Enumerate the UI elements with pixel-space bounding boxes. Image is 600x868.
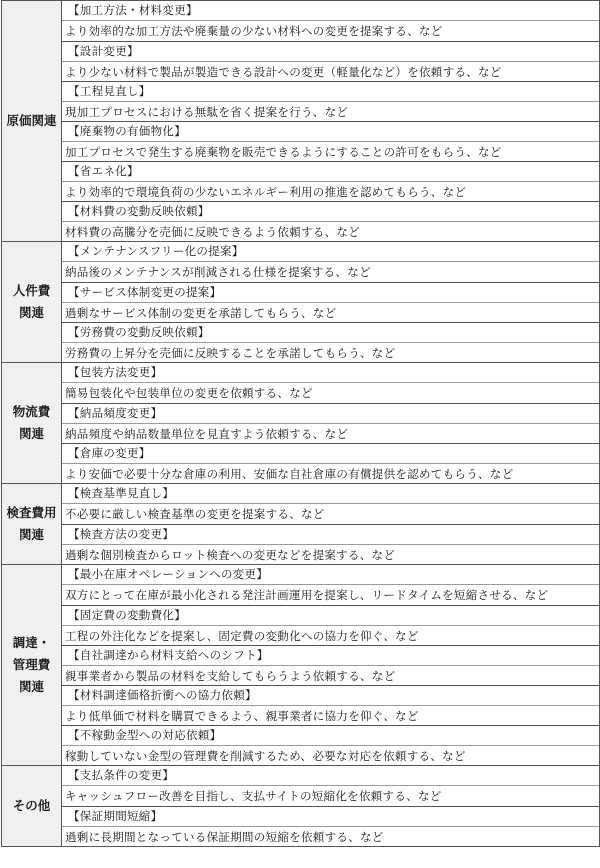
measure-description: 過剰に長期間となっている保証期間の短縮を依頼する、など (65, 830, 384, 844)
measure-entry (62, 806, 599, 846)
category-label: 調達・ (12, 635, 51, 650)
measure-item (62, 565, 600, 606)
table-row (2, 685, 600, 725)
measure-description: より少ない材料で製品が製造できる設計への変更（軽量化など）を依頼する、など (65, 65, 502, 79)
measure-title: 【包装方法変更】 (62, 363, 599, 383)
measure-title: 【最小在庫オペレーションへの変更】 (62, 565, 599, 585)
measure-entry (62, 484, 599, 524)
table-row (2, 1, 600, 42)
measure-title: 【設計変更】 (62, 42, 599, 62)
measure-title: 【廃棄物の有価物化】 (62, 122, 599, 142)
measure-title: 【工程見直し】 (62, 82, 599, 102)
measure-description: 簡易包装化や包装単位の変更を依頼する、など (65, 386, 313, 400)
measure-title: 【自社調達から材料支給へのシフト】 (62, 646, 599, 666)
category-label: 検査費用 (6, 505, 57, 520)
measure-item (62, 524, 600, 565)
measure-entry (62, 242, 599, 282)
category-label: 管理費 (12, 657, 51, 672)
measure-item (62, 484, 600, 525)
category-logistics (2, 363, 62, 484)
measure-title: 【固定費の変動費化】 (62, 606, 599, 626)
measure-entry (62, 605, 599, 645)
table-row (2, 41, 600, 81)
table-row (2, 403, 600, 443)
table-row (2, 201, 600, 242)
measure-entry (62, 1, 599, 41)
measure-title: 【加工方法・材料変更】 (62, 1, 599, 21)
category-other (2, 766, 62, 847)
measure-entry (62, 81, 599, 121)
measure-title: 【検査方法の変更】 (62, 525, 599, 545)
measure-entry (62, 725, 599, 765)
category-procurement (2, 565, 62, 766)
measure-item (62, 685, 600, 725)
measure-title: 【労務費の変動反映依頼】 (62, 323, 599, 343)
table-row (2, 645, 600, 685)
measure-item (62, 725, 600, 766)
measure-entry (62, 766, 599, 806)
measure-title: 【支払条件の変更】 (62, 766, 599, 786)
measure-title: 【材料調達価格折衝への協力依頼】 (62, 686, 599, 706)
measure-entry (62, 41, 599, 81)
category-label: その他 (12, 798, 51, 813)
table-row (2, 363, 600, 404)
measure-description: 材料費の高騰分を売価に反映できるよう依頼する、など (65, 225, 360, 239)
measure-description: 過剰なサービス体制の変更を承諾してもらう、など (65, 306, 337, 320)
measure-description: 納品後のメンテナンスが削減される仕様を提案する、など (65, 265, 371, 279)
table-row (2, 524, 600, 565)
measure-entry (62, 645, 599, 685)
measure-description: 双方にとって在庫が最小化される発注計画運用を提案し、リードタイムを短縮させる、など (65, 588, 549, 602)
measure-entry (62, 685, 599, 725)
measure-title: 【倉庫の変更】 (62, 444, 599, 464)
measure-item (62, 121, 600, 161)
measure-item (62, 1, 600, 42)
measure-description: 稼動していない金型の管理費を削減するため、必要な対応を依頼する、など (65, 749, 466, 763)
category-label: 関連 (18, 305, 44, 320)
measure-title: 【保証期間短縮】 (62, 807, 599, 827)
measure-description: 加工プロセスで発生する廃棄物を販売できるようにすることの許可をもらう、など (65, 145, 502, 159)
table-row (2, 322, 600, 363)
measure-entry (62, 161, 599, 201)
measure-description: 工程の外注化などを提案し、固定費の変動化への協力を仰ぐ、など (65, 629, 419, 643)
measure-item (62, 443, 600, 484)
measure-description: より低単価で材料を購買できるよう、親事業者に協力を仰ぐ、など (65, 709, 419, 723)
table-row (2, 725, 600, 766)
measure-item (62, 242, 600, 283)
table-row (2, 806, 600, 847)
category-labor (2, 242, 62, 363)
measure-description: より安価で必要十分な倉庫の利用、安価な自社倉庫の有償提供を認めてもらう、など (65, 467, 514, 481)
measure-description: 納品頻度や納品数量単位を見直すよう依頼する、など (65, 427, 349, 441)
measure-description: 過剰な個別検査からロット検査への変更などを提案する、など (65, 548, 396, 562)
measure-item (62, 645, 600, 685)
measure-entry (62, 201, 599, 241)
measure-item (62, 766, 600, 807)
table-row (2, 443, 600, 484)
measure-title: 【サービス体制変更の提案】 (62, 283, 599, 303)
measure-title: 【省エネ化】 (62, 162, 599, 182)
measure-item (62, 322, 600, 363)
measure-title: 【検査基準見直し】 (62, 484, 599, 504)
table-row (2, 484, 600, 525)
table-body (2, 1, 600, 847)
table-row (2, 766, 600, 807)
table-row (2, 81, 600, 121)
table-row (2, 565, 600, 606)
measure-description: より効率的な加工方法や廃棄量の少ない材料への変更を提案する、など (65, 24, 443, 38)
measure-description: より効率的で環境負荷の少ないエネルギー利用の推進を認めてもらう、など (65, 185, 467, 199)
category-label: 関連 (18, 679, 44, 694)
category-inspection (2, 484, 62, 565)
measure-description: 労務費の上昇分を売価に反映することを承諾してもらう、など (65, 346, 396, 360)
category-label: 物流費 (12, 404, 51, 419)
table-row (2, 242, 600, 283)
measure-description: キャッシュフロー改善を目指し、支払サイトの短縮化を依頼する、など (65, 789, 442, 803)
measure-item (62, 363, 600, 404)
measure-entry (62, 565, 599, 605)
measure-item (62, 403, 600, 443)
table-row (2, 121, 600, 161)
measure-item (62, 41, 600, 81)
table-row (2, 161, 600, 201)
measure-title: 【材料費の変動反映依頼】 (62, 202, 599, 222)
table-row (2, 605, 600, 645)
category-cost (2, 1, 62, 242)
measure-item (62, 282, 600, 322)
measure-entry (62, 322, 599, 362)
measure-item (62, 605, 600, 645)
measure-description: 不必要に厳しい検査基準の変更を提案する、など (65, 507, 325, 521)
cost-reduction-table (1, 0, 600, 847)
measure-entry (62, 403, 599, 443)
measure-entry (62, 121, 599, 161)
measure-item (62, 806, 600, 847)
measure-item (62, 161, 600, 201)
measure-entry (62, 363, 599, 403)
category-label: 人件費 (12, 283, 51, 298)
category-label: 原価関連 (6, 113, 57, 128)
measure-title: 【メンテナンスフリー化の提案】 (62, 242, 599, 262)
category-label: 関連 (18, 527, 44, 542)
measure-description: 現加工プロセスにおける無駄を省く提案を行う、など (65, 105, 349, 119)
category-label: 関連 (18, 426, 44, 441)
measure-title: 【納品頻度変更】 (62, 404, 599, 424)
measure-entry (62, 443, 599, 483)
measure-title: 【不稼動金型への対応依頼】 (62, 726, 599, 746)
measure-item (62, 81, 600, 121)
table-row (2, 282, 600, 322)
measure-description: 親事業者から製品の材料を支給してもらうよう依頼する、など (65, 669, 396, 683)
measure-item (62, 201, 600, 242)
measure-entry (62, 282, 599, 322)
measure-entry (62, 524, 599, 564)
